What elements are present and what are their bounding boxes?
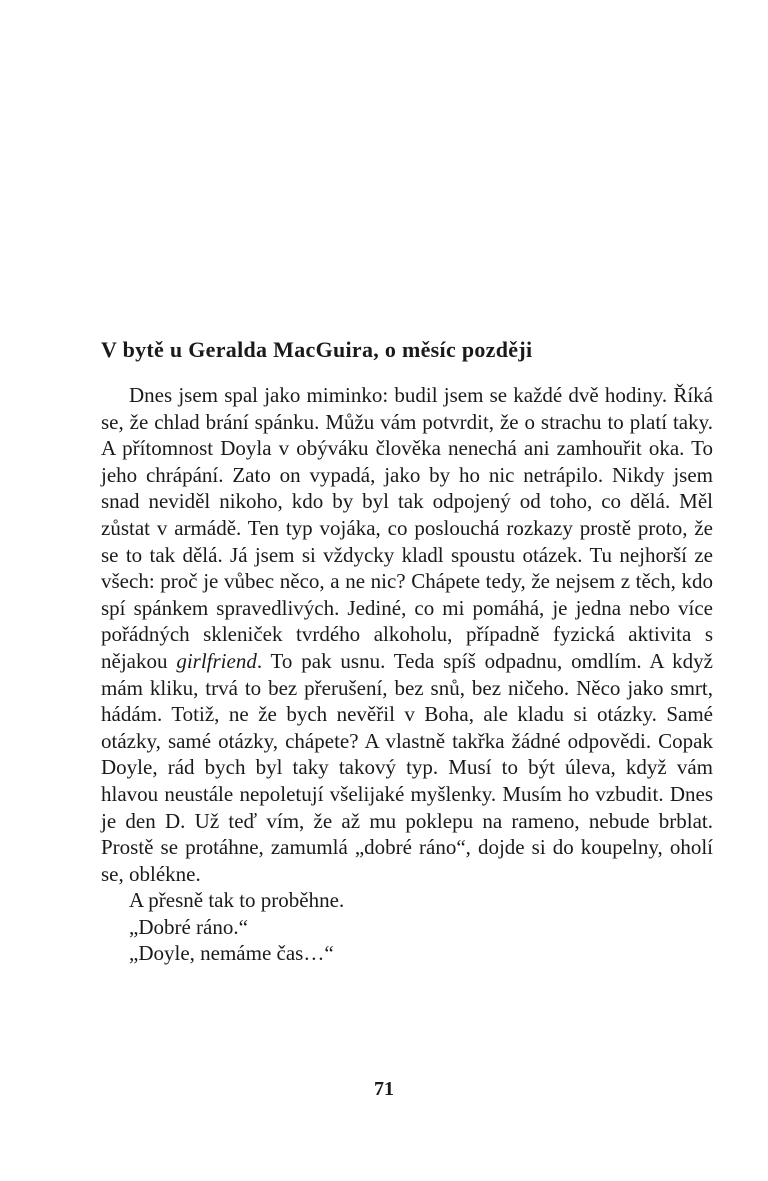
body-text [101,382,713,967]
paragraph [101,382,713,887]
page-number: 71 [374,1078,394,1100]
italic-word: girlfriend [176,648,257,673]
paragraph-text: . To pak usnu. Teda spíš odpadnu, omdlím. A když mám kliku, trvá to bez přerušení, bez snů, bez ničeho. Něco jako smrt, hádám. Totiž, ne že bych nevěřil v Boha, ale kladu si otázky. Samé otázky, samé otázky, chápete? A vlastně takřka žádné odpovědi. Copak Doyle, rád bych byl taky takový typ. Musí to být úleva, když vám hlavou neustále nepoletují všelijaké myšlenky. Musím ho vzbudit. Dnes je den D. Už teď vím, že až mu poklepu na rameno, nebude brblat. Prostě se protáhne, zamumlá „dobré ráno“, dojde si do koupelny, oholí se, oblékne. [101,648,714,886]
paragraph: A přesně tak to proběhne. [129,888,345,913]
dialogue-line: „Dobré ráno.“ [129,914,248,939]
dialogue-line: „Doyle, nemáme čas…“ [129,941,334,966]
section-heading: V bytě u Geralda MacGuira, o měsíc později [101,337,533,362]
paragraph-text: Dnes jsem spal jako miminko: budil jsem se každé dvě hodiny. Říká se, že chlad brání spánku. Můžu vám potvrdit, že o strachu to platí taky. A přítomnost Doyla v obýváku člověka nenechá ani zamhouřit oka. To jeho chrápání. Zato on vypadá, jako by ho nic netrápilo. Nikdy jsem snad neviděl nikoho, kdo by byl tak odpojený od toho, co dělá. Měl zůstat v armádě. Ten typ vojáka, co poslouchá rozkazy prostě proto, že se to tak dělá. Já jsem si vždycky kladl spoustu otázek. Tu nejhorší ze všech: proč je vůbec něco, a ne nic? Chápete tedy, že nejsem z těch, kdo spí spánkem spravedlivých. Jediné, co mi pomáhá, je jedna nebo více pořádných skleniček tvrdého alkoholu, případně fyzická aktivita s nějakou [101,383,713,673]
